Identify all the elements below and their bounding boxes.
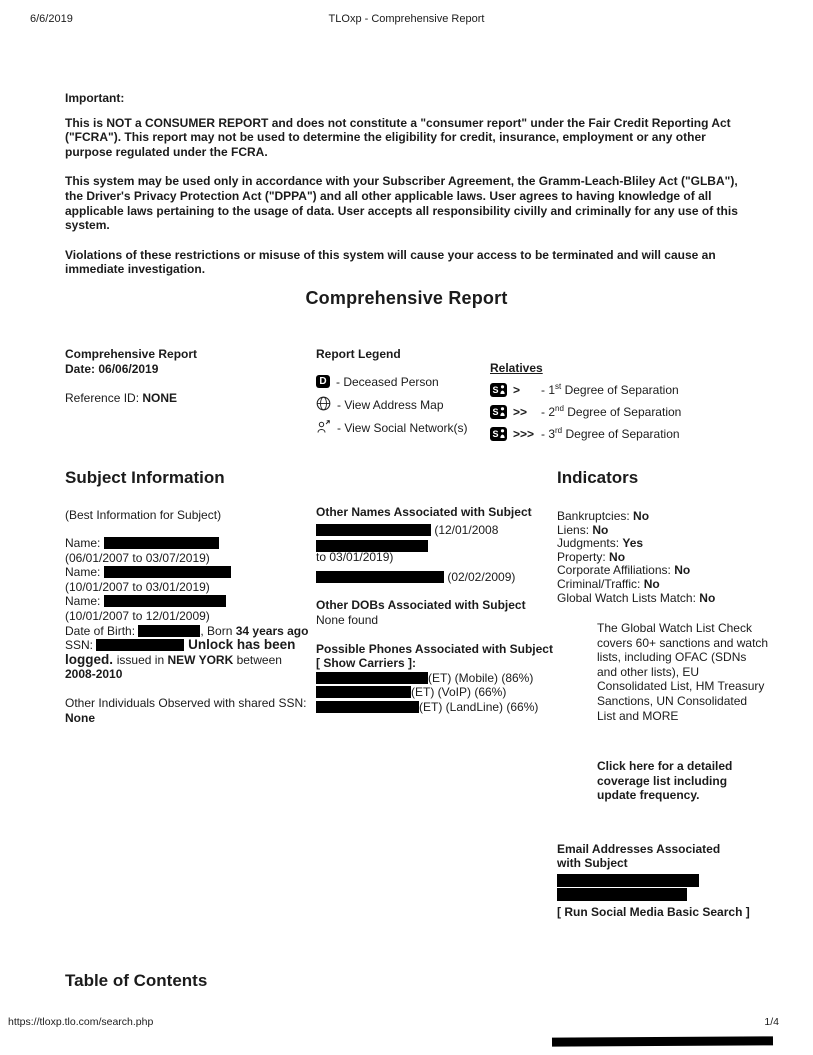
print-date: 6/6/2019 [30, 13, 73, 25]
other-dobs-value: None found [316, 612, 379, 627]
print-title: TLOxp - Comprehensive Report [328, 13, 485, 25]
page-title: Comprehensive Report [305, 288, 508, 308]
legend-item-social-network [316, 420, 467, 435]
legend-item-label: - View Social Network(s) [337, 420, 468, 435]
best-info-subheading: (Best Information for Subject) [65, 508, 222, 522]
indicators-list [557, 510, 775, 605]
relative-icon-letter: S [492, 384, 499, 395]
other-name-date-close: to 03/01/2019) [316, 550, 394, 565]
degree-arrows: >> [513, 404, 528, 419]
relative-icon-letter: S [492, 406, 499, 417]
legend-item-label: - Deceased Person [336, 374, 439, 389]
phone-entry: (ET) (LandLine) (66%) [316, 700, 556, 715]
show-carriers-link[interactable]: [ Show Carriers ] [316, 656, 413, 671]
disclaimer-label: Important: [65, 91, 125, 105]
redacted-email [557, 874, 699, 887]
name-date-range: (10/01/2007 to 03/01/2019) [65, 579, 210, 594]
ssn-issued-state: NEW YORK [167, 652, 234, 667]
reference-id-label: Reference ID: [65, 391, 143, 405]
ssn-row: SSN: Unlock has been logged. issued in NEW YORK between 2008-2010 [65, 637, 296, 682]
indicator-row: Property: No [557, 549, 626, 564]
relatives-degree-3 [490, 426, 681, 441]
indicator-row: Corporate Affiliations: No [557, 563, 691, 578]
phone-entry: (ET) (Mobile) (86%) [316, 671, 556, 686]
report-date-line [65, 362, 197, 377]
name-row: Name: [65, 536, 313, 551]
footer-page-number: 1/4 [764, 1016, 779, 1028]
subject-details [65, 536, 313, 725]
coverage-list-link[interactable]: Click here for a detailed coverage list including update frequency. [597, 759, 733, 803]
indicators-heading: Indicators [557, 468, 639, 487]
name-date-range: (06/01/2007 to 03/07/2019) [65, 550, 210, 565]
other-name-entry: (02/02/2009) [316, 570, 556, 585]
redacted-other-name [316, 524, 431, 536]
dob-row: Date of Birth: , Born 34 years ago [65, 623, 309, 638]
disclaimer-paragraph-2: This system may be used only in accordance with your Subscriber Agreement, the Gramm-Leach-Bliley Act ("GLBA"), the Driver's Privacy Protection Act ("DPPA") and all other applicable laws. User agrees to having knowledge of all applicable laws pertaining to the usage of data. User accepts all responsibility civilly and criminally for any use of this system. [65, 174, 738, 233]
other-names-heading: Other Names Associated with Subject [316, 505, 532, 519]
relatives-degree-2 [490, 404, 681, 419]
degree-label: - 1st Degree of Separation [541, 381, 679, 397]
redacted-email [557, 888, 687, 901]
email-addresses-heading: Email Addresses Associated with Subject [557, 842, 721, 871]
footer-url: https://tloxp.tlo.com/search.php [8, 1016, 154, 1028]
subject-information-heading: Subject Information [65, 468, 225, 487]
ssn-issued-years: 2008-2010 [65, 667, 123, 682]
degree-label: - 3rd Degree of Separation [541, 425, 680, 441]
indicator-row: Judgments: Yes [557, 536, 644, 551]
relative-icon [490, 427, 507, 441]
redacted-name [104, 537, 219, 549]
unlock-logged-text: Unlock has been logged. [65, 637, 296, 667]
relatives-degree-1 [490, 382, 681, 397]
name-date-range: (10/01/2007 to 12/01/2009) [65, 608, 210, 623]
ssn-label: SSN: [65, 638, 97, 653]
report-legend-title: Report Legend [316, 347, 401, 361]
other-name-entry: (12/01/2008 [316, 523, 556, 538]
report-date-label: Date: [65, 361, 99, 376]
name-row: Name: [65, 565, 313, 580]
redacted-phone [316, 672, 428, 684]
legend-item-label: - View Address Map [337, 397, 444, 412]
global-watchlist-note: The Global Watch List Check covers 60+ sanctions and watch lists, including OFAC (SDNs and other lists), EU Consolidated List, HM Treasury Sanctions, UN Consolidated List and MORE [597, 621, 769, 723]
legend-item-address-map [316, 397, 467, 412]
redacted-other-name [316, 571, 444, 583]
report-date-value: 06/06/2019 [98, 361, 159, 376]
redacted-dob [138, 625, 200, 637]
reference-id-line [65, 391, 197, 406]
shared-ssn-value: None [65, 710, 95, 725]
indicator-row: Bankruptcies: No [557, 509, 650, 523]
redacted-name [104, 566, 231, 578]
redacted-phone [316, 686, 411, 698]
reference-id-value: NONE [142, 391, 178, 405]
subject-middle-column [316, 505, 556, 715]
email-addresses-block [557, 842, 775, 920]
deceased-person-icon: D [316, 375, 330, 388]
dob-label: Date of Birth: [65, 623, 139, 638]
address-map-icon [316, 396, 331, 414]
phone-entry: (ET) (VoIP) (66%) [316, 685, 556, 700]
indicator-row: Liens: No [557, 522, 609, 537]
relative-icon-letter: S [492, 428, 499, 439]
name-row: Name: [65, 594, 313, 609]
indicator-row: Global Watch Lists Match: No [557, 590, 716, 605]
indicator-row: Criminal/Traffic: No [557, 576, 660, 591]
table-of-contents-heading: Table of Contents [65, 971, 208, 990]
redacted-phone [316, 701, 419, 713]
redacted-ssn [96, 639, 184, 651]
disclaimer-paragraph-3: Violations of these restrictions or misuse of this system will cause your access to be terminated and will cause an immediate investigation. [65, 247, 716, 277]
report-meta-title: Comprehensive Report [65, 347, 198, 361]
redacted-name [104, 595, 226, 607]
relative-icon [490, 383, 507, 397]
relative-icon [490, 405, 507, 419]
disclaimer-paragraph-1: This is NOT a CONSUMER REPORT and does not constitute a "consumer report" under the Fair Credit Reporting Act ("FCRA"). This report may not be used to determine the eligibility for credit, insurance, employment or any other purpose regulated under the FCRA. [65, 115, 731, 159]
scan-artifact [552, 1036, 773, 1046]
phones-heading: Possible Phones Associated with Subject [ Show Carriers ]: [316, 641, 553, 671]
shared-ssn-row: Other Individuals Observed with shared SSN: None [65, 695, 307, 725]
run-social-media-search-link[interactable]: [ Run Social Media Basic Search ] [557, 905, 750, 920]
degree-arrows: >>> [513, 426, 535, 441]
relatives-legend-title: Relatives [490, 361, 543, 375]
disclaimer-block [65, 91, 747, 292]
degree-label: - 2nd Degree of Separation [541, 403, 682, 419]
age-text: 34 years ago [235, 623, 309, 638]
other-dobs-heading: Other DOBs Associated with Subject [316, 598, 526, 613]
report-legend [316, 347, 467, 443]
report-meta [65, 347, 197, 406]
legend-item-deceased [316, 374, 467, 389]
relatives-legend [490, 361, 681, 448]
degree-arrows: > [513, 382, 521, 397]
social-network-icon [316, 419, 331, 437]
